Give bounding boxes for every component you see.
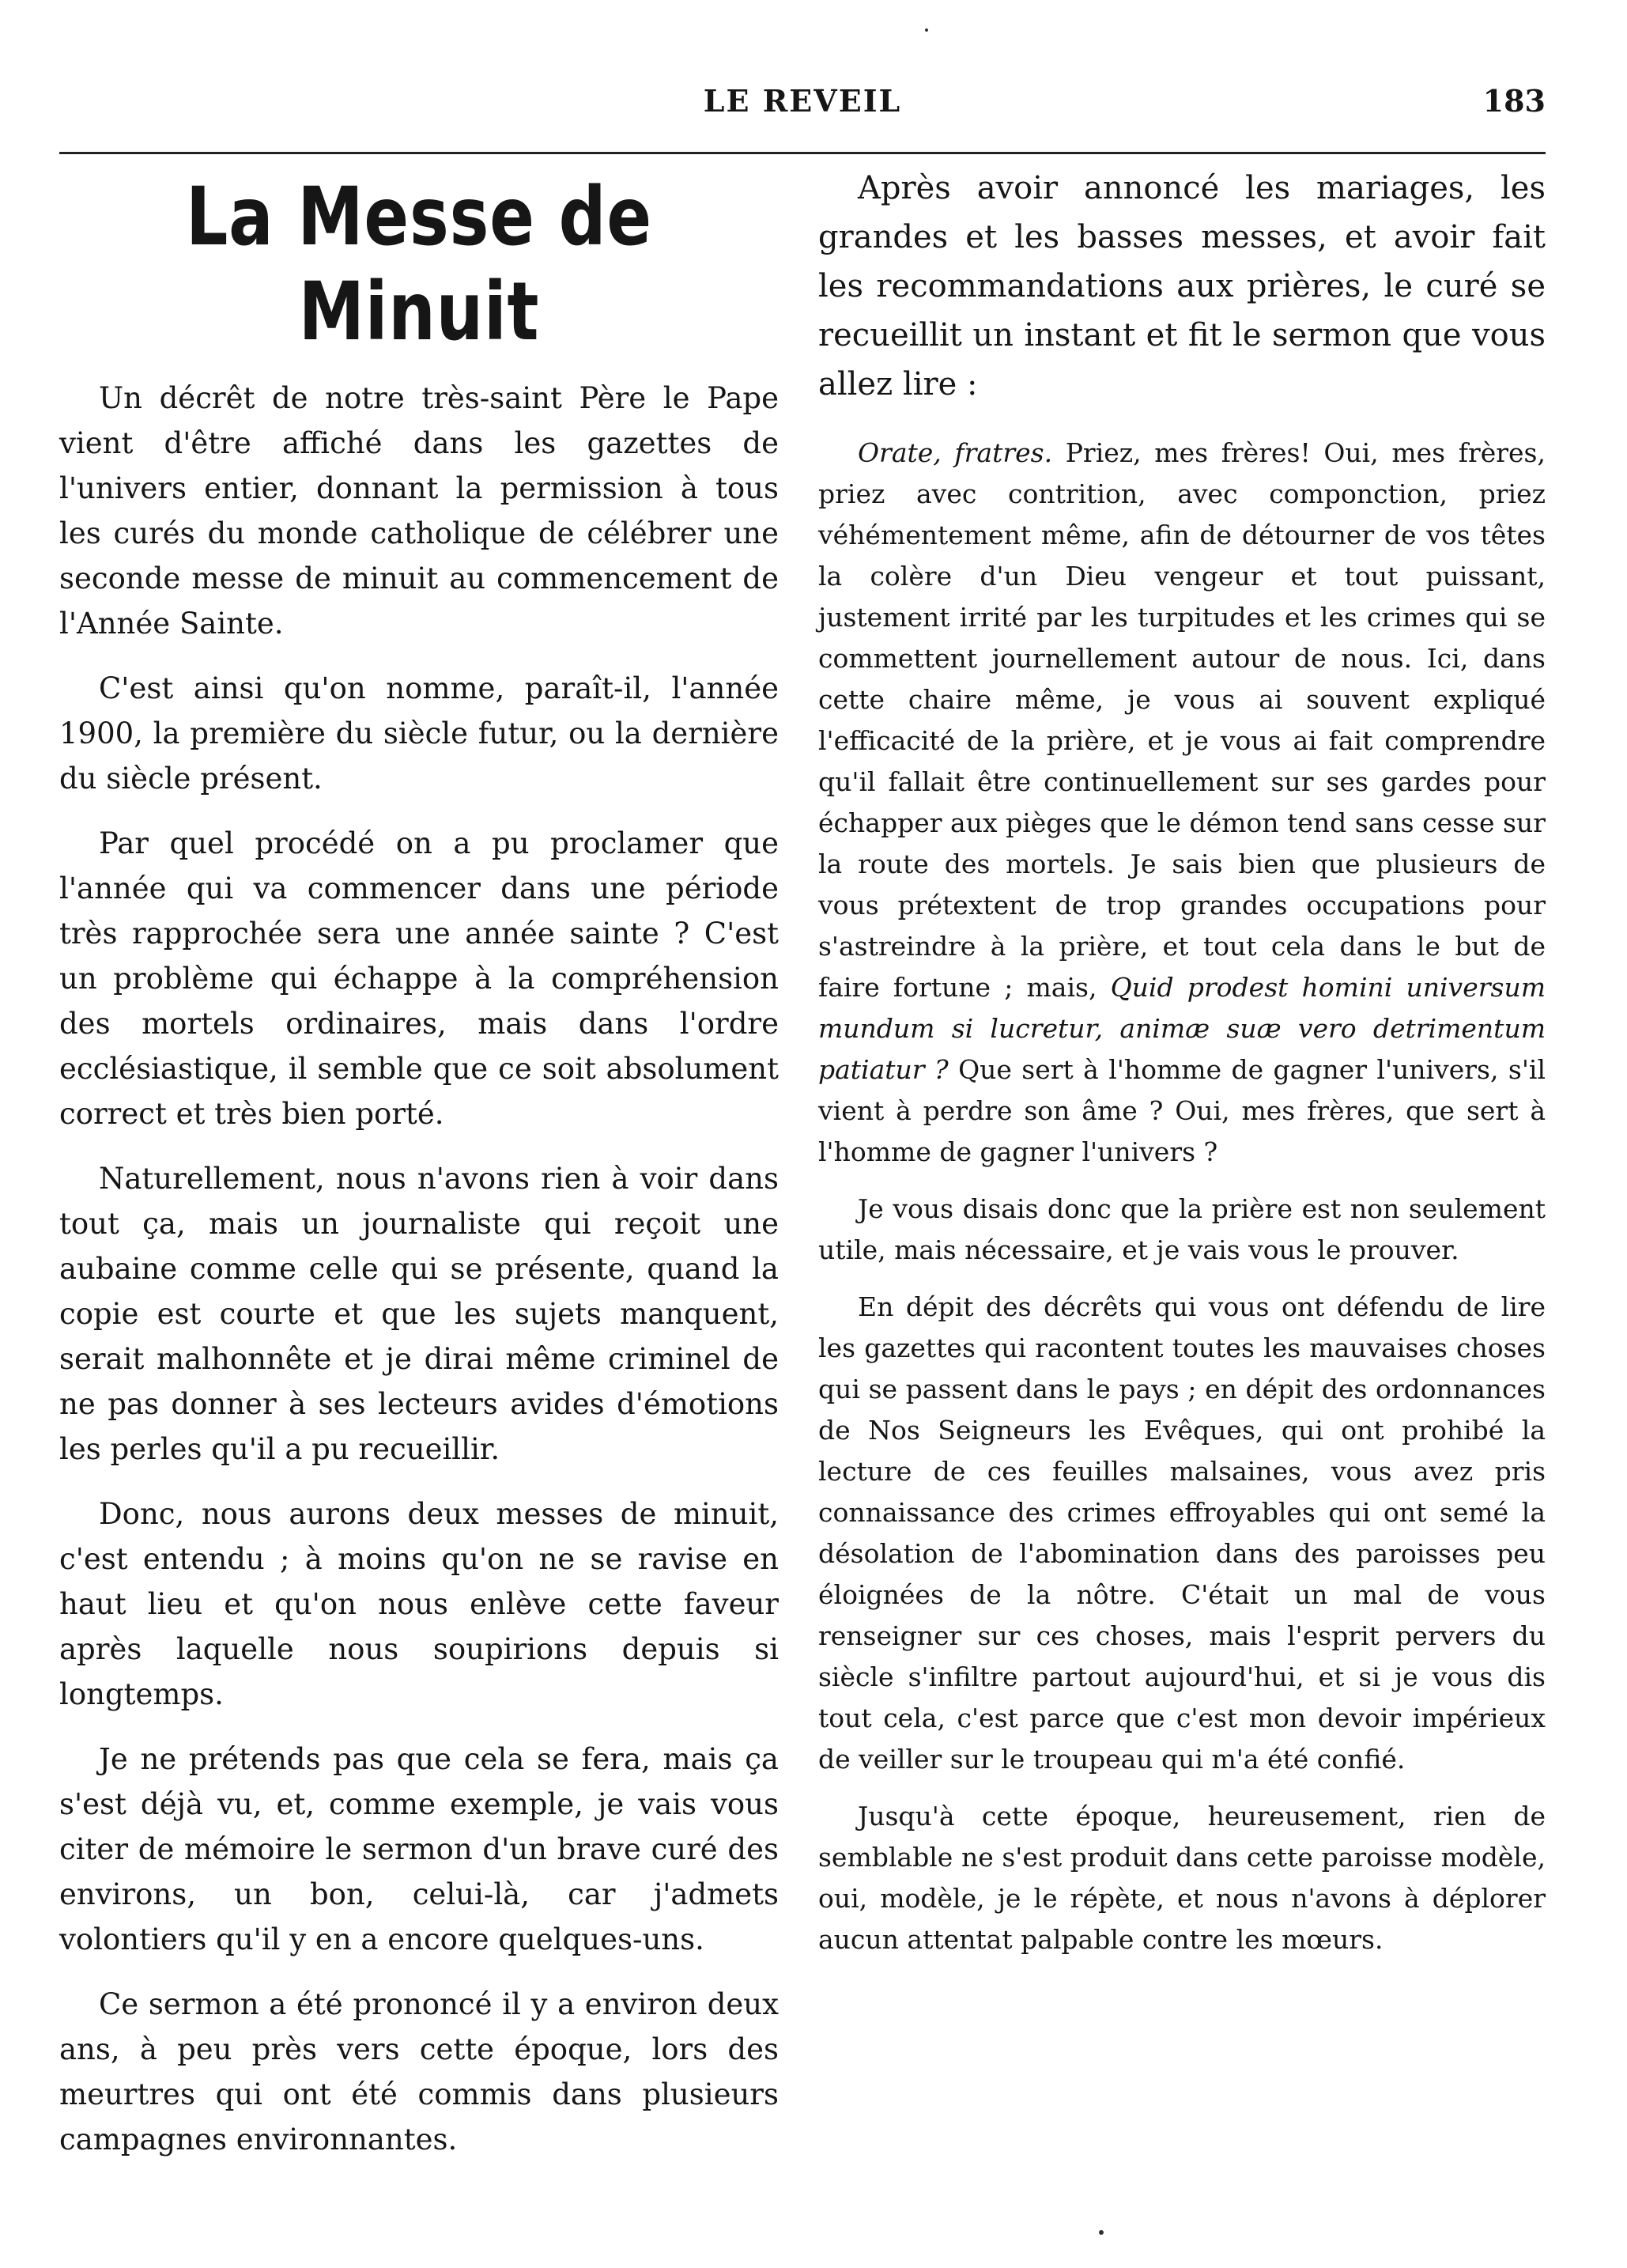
paragraph: C'est ainsi qu'on nomme, paraît-il, l'année 1900, la première du siècle futur, ou la dernière du siècle présent. <box>59 671 779 796</box>
latin-opening: Orate, fratres. <box>858 437 1053 468</box>
intro-paragraph: Après avoir annoncé les mariages, les grandes et les basses messes, et avoir fait les recommandations aux prières, le curé se recueillit un instant et fit le sermon que vous allez lire : <box>818 170 1546 403</box>
print-speck <box>1099 2230 1104 2235</box>
paragraph: Donc, nous aurons deux messes de minuit, c'est entendu ; à moins qu'on ne se ravise en haut lieu et qu'on nous enlève cette faveur après laquelle nous soupirions depuis si longtemps. <box>59 1497 779 1711</box>
sermon-paragraph: Jusqu'à cette époque, heureusement, rien de semblable ne s'est produit dans cette paroisse modèle, oui, modèle, je le répète, et nous n'avons à déplorer aucun attentat palpable contre les mœurs. <box>818 1801 1546 1955</box>
page-number: 183 <box>1482 83 1546 119</box>
paragraph: Je ne prétends pas que cela se fera, mais ça s'est déjà vu, et, comme exemple, je vais vous citer de mémoire le sermon d'un brave curé des environs, un bon, celui-là, car j'admets volontiers qu'il y en a encore quelques-uns. <box>59 1742 779 1956</box>
sermon-paragraph: En dépit des décrêts qui vous ont défendu de lire les gazettes qui racontent toutes les mauvaises choses qui se passent dans le pays ; en dépit des ordonnances de Nos Seigneurs les Evêques, qui ont prohibé la lecture de ces feuilles malsaines, vous avez pris connaissance des crimes effroyables qui ont semé la désolation de l'abomination dans des paroisses peu éloignées de la nôtre. C'était un mal de vous renseigner sur ces choses, mais l'esprit pervers du siècle s'infiltre partout aujourd'hui, et si je vous dis tout cela, c'est parce que c'est mon devoir impérieux de veiller sur le troupeau qui m'a été confié. <box>818 1291 1546 1775</box>
sermon-paragraph <box>818 433 1546 1173</box>
paragraph: Par quel procédé on a pu proclamer que l'année qui va commencer dans une période très rapprochée sera une année sainte ? C'est un problème qui échappe à la compréhension des mortels ordinaires, mais dans l'ordre ecclésiastique, il semble que ce soit absolument correct et très bien porté. <box>59 826 779 1131</box>
print-speck <box>925 28 928 32</box>
page-header <box>59 67 1546 119</box>
left-column <box>59 162 779 2156</box>
sermon-text: Priez, mes frères! Oui, mes frères, priez avec contrition, avec componction, priez véhémentement même, afin de détourner de vos têtes la colère d'un Dieu vengeur et tout puissant, justement irrité par les turpitudes et les crimes qui se commettent journellement autour de nous. Ici, dans cette chaire même, je vous ai souvent expliqué l'efficacité de la prière, et je vous ai fait comprendre qu'il fallait être continuellement sur ses gardes pour échapper aux pièges que le démon tend sans cesse sur la route des mortels. Je sais bien que plusieurs de vous prétextent de trop grandes occupations pour s'astreindre à la prière, et tout cela dans le but de faire fortune ; mais, <box>818 437 1546 1003</box>
right-column <box>818 162 1546 2139</box>
sermon-text: Que sert à l'homme de gagner l'univers, s'il vient à perdre son âme ? Oui, mes frères, que sert à l'homme de gagner l'univers ? <box>818 1054 1546 1167</box>
running-title: LE REVEIL <box>703 83 902 119</box>
sermon-paragraph: Je vous disais donc que la prière est non seulement utile, mais nécessaire, et je vais vous le prouver. <box>818 1193 1546 1265</box>
article-title: La Messe de Minuit <box>186 170 652 359</box>
latin-quote: Quid prodest homini universum mundum si lucretur, animæ suæ vero detrimentum patiatur ? <box>818 972 1546 1085</box>
paragraph: Ce sermon a été prononcé il y a environ deux ans, à peu près vers cette époque, lors des meurtres qui ont été commis dans plusieurs campagnes environnantes. <box>59 1987 779 2156</box>
paragraph: Naturellement, nous n'avons rien à voir dans tout ça, mais un journaliste qui reçoit une aubaine comme celle qui se présente, quand la copie est courte et que les sujets manquent, serait malhonnête et je dirai même criminel de ne pas donner à ses lecteurs avides d'émotions les perles qu'il a pu recueillir. <box>59 1162 779 1466</box>
paragraph: Un décrêt de notre très-saint Père le Pape vient d'être affiché dans les gazettes de l'univers entier, donnant la permission à tous les curés du monde catholique de célébrer une seconde messe de minuit au commencement de l'Année Sainte. <box>59 381 779 641</box>
header-rule <box>59 152 1546 154</box>
